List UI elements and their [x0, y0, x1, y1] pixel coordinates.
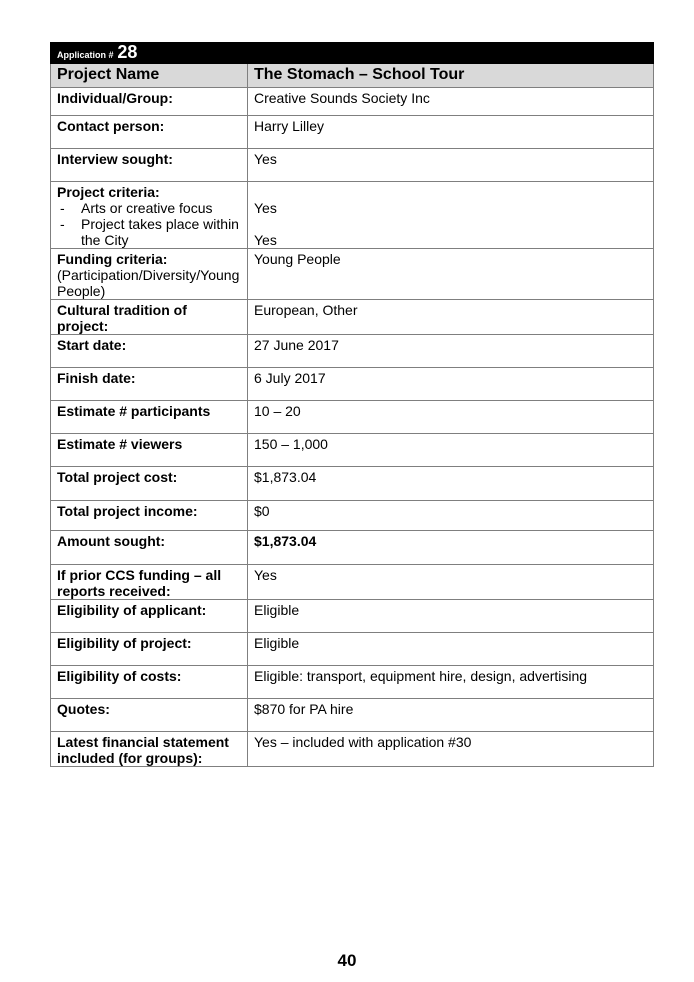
application-header-blank — [248, 43, 654, 64]
interview-sought-value: Yes — [248, 149, 654, 182]
funding-criteria-sublabel: (Participation/Diversity/Young People) — [57, 267, 240, 299]
financial-statement-value: Yes – included with application #30 — [248, 732, 654, 767]
total-income-value: $0 — [248, 501, 654, 531]
quotes-label: Quotes: — [51, 699, 248, 732]
row-eligibility-applicant — [51, 600, 654, 633]
application-number-cell — [51, 43, 248, 64]
page-number: 40 — [337, 951, 357, 970]
row-participants — [51, 401, 654, 434]
quotes-value: $870 for PA hire — [248, 699, 654, 732]
contact-person-value: Harry Lilley — [248, 116, 654, 149]
row-cultural-tradition — [51, 300, 654, 335]
prior-funding-value: Yes — [248, 565, 654, 600]
start-date-label: Start date: — [51, 335, 248, 368]
criteria-value: Yes — [254, 200, 277, 216]
finish-date-label: Finish date: — [51, 368, 248, 401]
total-cost-label: Total project cost: — [51, 467, 248, 501]
application-table — [50, 42, 654, 767]
total-cost-value: $1,873.04 — [248, 467, 654, 501]
funding-criteria-label: Funding criteria: — [57, 251, 168, 267]
project-criteria-values — [248, 182, 654, 249]
project-criteria-list — [57, 200, 241, 248]
viewers-value: 150 – 1,000 — [248, 434, 654, 467]
interview-sought-label: Interview sought: — [51, 149, 248, 182]
row-total-cost — [51, 467, 654, 501]
individual-group-value: Creative Sounds Society Inc — [248, 88, 654, 116]
amount-sought-value: $1,873.04 — [248, 531, 654, 565]
row-prior-funding — [51, 565, 654, 600]
project-criteria-cell — [51, 182, 248, 249]
participants-value: 10 – 20 — [248, 401, 654, 434]
row-eligibility-costs — [51, 666, 654, 699]
project-name-label: Project Name — [51, 64, 248, 88]
eligibility-costs-label: Eligibility of costs: — [51, 666, 248, 699]
criteria-item: - Arts or creative focus — [57, 200, 241, 216]
eligibility-applicant-value: Eligible — [248, 600, 654, 633]
eligibility-applicant-label: Eligibility of applicant: — [51, 600, 248, 633]
row-total-income — [51, 501, 654, 531]
project-criteria-label: Project criteria: — [57, 184, 160, 200]
financial-statement-label: Latest financial statement included (for groups): — [51, 732, 248, 767]
total-income-label: Total project income: — [51, 501, 248, 531]
cultural-tradition-value: European, Other — [248, 300, 654, 335]
application-label: Application # — [57, 50, 114, 60]
row-financial-statement — [51, 732, 654, 767]
application-number: 28 — [117, 42, 138, 62]
row-individual-group — [51, 88, 654, 116]
row-amount-sought — [51, 531, 654, 565]
criteria-value: Yes — [254, 232, 277, 248]
row-quotes — [51, 699, 654, 732]
eligibility-costs-value: Eligible: transport, equipment hire, design, advertising — [248, 666, 654, 699]
row-viewers — [51, 434, 654, 467]
viewers-label: Estimate # viewers — [51, 434, 248, 467]
row-start-date — [51, 335, 654, 368]
row-finish-date — [51, 368, 654, 401]
funding-criteria-cell — [51, 249, 248, 300]
finish-date-value: 6 July 2017 — [248, 368, 654, 401]
criteria-item: - Project takes place within the City — [57, 216, 241, 248]
amount-sought-label: Amount sought: — [51, 531, 248, 565]
participants-label: Estimate # participants — [51, 401, 248, 434]
row-project-criteria — [51, 182, 654, 249]
funding-criteria-value: Young People — [248, 249, 654, 300]
start-date-value: 27 June 2017 — [248, 335, 654, 368]
row-contact-person — [51, 116, 654, 149]
application-header-row — [51, 43, 654, 64]
eligibility-project-label: Eligibility of project: — [51, 633, 248, 666]
row-funding-criteria — [51, 249, 654, 300]
project-name-value: The Stomach – School Tour — [248, 64, 654, 88]
row-interview-sought — [51, 149, 654, 182]
contact-person-label: Contact person: — [51, 116, 248, 149]
row-eligibility-project — [51, 633, 654, 666]
project-name-row — [51, 64, 654, 88]
individual-group-label: Individual/Group: — [51, 88, 248, 116]
cultural-tradition-label: Cultural tradition of project: — [51, 300, 248, 335]
eligibility-project-value: Eligible — [248, 633, 654, 666]
prior-funding-label: If prior CCS funding – all reports received: — [51, 565, 248, 600]
